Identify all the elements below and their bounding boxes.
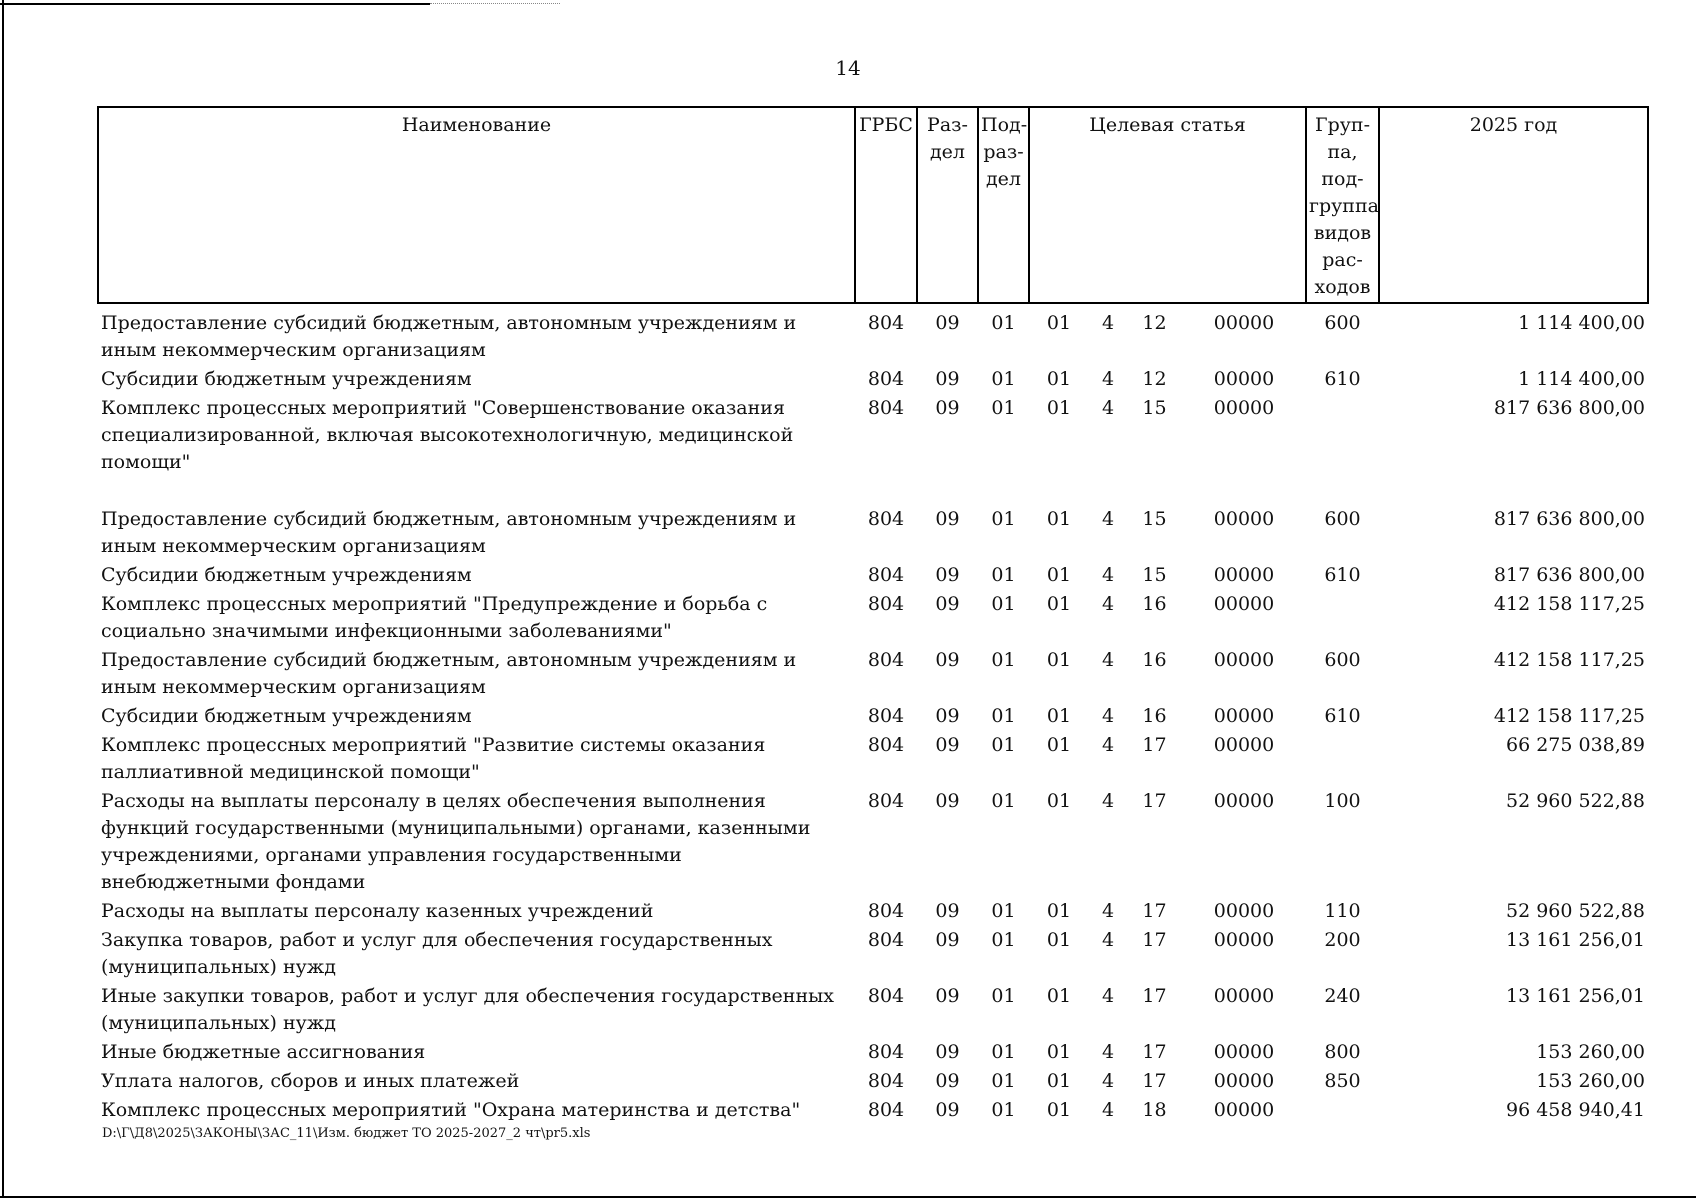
cell-target-complex: 12: [1142, 368, 1167, 390]
cell-podrazdel: 01: [991, 734, 1016, 756]
cell-expense-group: 600: [1324, 312, 1361, 334]
cell-target-direction: 00000: [1213, 1041, 1275, 1063]
cell-target-direction: 00000: [1213, 985, 1275, 1007]
cell-name: Комплекс процессных мероприятий "Охрана материнства и детства": [101, 1099, 801, 1121]
cell-target-type: 4: [1101, 312, 1115, 334]
header-grbs: ГРБС: [855, 107, 917, 303]
cell-grbs: 804: [867, 649, 905, 671]
table-body: [98, 303, 1648, 1126]
cell-razdel: 09: [935, 929, 960, 951]
table-row: [98, 647, 1648, 703]
table-row: [98, 506, 1648, 562]
cell-grbs: 804: [867, 985, 905, 1007]
cell-target-direction: 00000: [1213, 508, 1275, 530]
cell-expense-group: 610: [1324, 705, 1361, 727]
cell-expense-group: 610: [1324, 564, 1361, 586]
cell-target-complex: 12: [1142, 312, 1167, 334]
cell-podrazdel: 01: [991, 1041, 1016, 1063]
cell-target-direction: 00000: [1213, 929, 1275, 951]
cell-expense-group: [1306, 395, 1379, 506]
cell-target-complex: 17: [1142, 985, 1167, 1007]
cell-expense-group: [1306, 1097, 1379, 1126]
cell-name: Субсидии бюджетным учреждениям: [101, 368, 472, 390]
cell-razdel: 09: [935, 508, 960, 530]
cell-amount: 1 114 400,00: [1518, 368, 1645, 390]
cell-podrazdel: 01: [991, 508, 1016, 530]
cell-grbs: 804: [867, 564, 905, 586]
cell-target-type: 4: [1101, 1099, 1115, 1121]
cell-expense-group: 600: [1324, 649, 1361, 671]
cell-target-complex: 18: [1142, 1099, 1167, 1121]
header-name: Наименование: [98, 107, 855, 303]
cell-razdel: 09: [935, 564, 960, 586]
table-row: [98, 732, 1648, 788]
cell-razdel: 09: [935, 649, 960, 671]
cell-razdel: 09: [935, 312, 960, 334]
header-razdel: [917, 107, 978, 303]
cell-amount: 13 161 256,01: [1505, 985, 1645, 1007]
cell-target-complex: 16: [1142, 649, 1167, 671]
cell-expense-group: 610: [1324, 368, 1361, 390]
header-razdel-text: Раз- дел: [927, 114, 968, 163]
budget-table-wrapper: [97, 106, 1647, 1126]
cell-target-complex: 17: [1142, 1070, 1167, 1092]
cell-target-program: 01: [1046, 734, 1072, 756]
cell-target-type: 4: [1101, 397, 1115, 419]
budget-table: [97, 106, 1649, 1126]
cell-amount: 153 260,00: [1536, 1041, 1645, 1063]
cell-amount: 153 260,00: [1536, 1070, 1645, 1092]
cell-amount: 52 960 522,88: [1505, 900, 1645, 922]
cell-amount: 1 114 400,00: [1518, 312, 1645, 334]
cell-target-program: 01: [1046, 649, 1072, 671]
table-row: [98, 366, 1648, 395]
cell-target-complex: 17: [1142, 900, 1167, 922]
cell-target-type: 4: [1101, 564, 1115, 586]
cell-name: Закупка товаров, работ и услуг для обеспечения государственных (муниципальных) нужд: [101, 929, 773, 978]
cell-amount: 817 636 800,00: [1493, 564, 1645, 586]
cell-target-complex: 16: [1142, 705, 1167, 727]
table-row: [98, 1039, 1648, 1068]
cell-amount: 66 275 038,89: [1505, 734, 1645, 756]
cell-target-direction: 00000: [1213, 790, 1275, 812]
cell-amount: 412 158 117,25: [1493, 705, 1645, 727]
cell-target-direction: 00000: [1213, 1099, 1275, 1121]
table-row: [98, 1068, 1648, 1097]
cell-target-direction: 00000: [1213, 705, 1275, 727]
cell-razdel: 09: [935, 790, 960, 812]
table-row: [98, 395, 1648, 506]
cell-target-program: 01: [1046, 312, 1072, 334]
cell-target-type: 4: [1101, 929, 1115, 951]
cell-target-complex: 15: [1142, 508, 1167, 530]
cell-name: Расходы на выплаты персоналу в целях обеспечения выполнения функций государственными (муниципальными) органами, казенными учреждениями, органами управления государственными внебюджетными фондами: [101, 790, 811, 893]
cell-grbs: 804: [867, 368, 905, 390]
cell-podrazdel: 01: [991, 1070, 1016, 1092]
cell-razdel: 09: [935, 1099, 960, 1121]
cell-target-program: 01: [1046, 368, 1072, 390]
cell-target-direction: 00000: [1213, 564, 1275, 586]
cell-grbs: 804: [867, 508, 905, 530]
page-frame-top: [0, 0, 430, 5]
cell-name: Комплекс процессных мероприятий "Предупреждение и борьба с социально значимыми инфекционными заболеваниями": [101, 593, 768, 642]
cell-target-type: 4: [1101, 593, 1115, 615]
cell-target-complex: 15: [1142, 564, 1167, 586]
cell-target-program: 01: [1046, 985, 1072, 1007]
cell-amount: 412 158 117,25: [1493, 593, 1645, 615]
cell-target-direction: 00000: [1213, 1070, 1275, 1092]
cell-amount: 412 158 117,25: [1493, 649, 1645, 671]
table-row: [98, 562, 1648, 591]
cell-amount: 96 458 940,41: [1505, 1099, 1645, 1121]
cell-grbs: 804: [867, 397, 905, 419]
cell-target-complex: 16: [1142, 593, 1167, 615]
cell-grbs: 804: [867, 734, 905, 756]
cell-name: Предоставление субсидий бюджетным, автономным учреждениям и иным некоммерческим организациям: [101, 312, 797, 361]
cell-expense-group: 800: [1324, 1041, 1361, 1063]
cell-target-program: 01: [1046, 1099, 1072, 1121]
header-podrazdel-text: Под- раз- дел: [981, 114, 1028, 190]
table-row: [98, 898, 1648, 927]
cell-expense-group: 600: [1324, 508, 1361, 530]
cell-target-direction: 00000: [1213, 649, 1275, 671]
cell-name: Субсидии бюджетным учреждениям: [101, 705, 472, 727]
table-row: [98, 927, 1648, 983]
cell-expense-group: 200: [1324, 929, 1361, 951]
cell-razdel: 09: [935, 734, 960, 756]
cell-name: Комплекс процессных мероприятий "Совершенствование оказания специализированной, включая высокотехнологичную, медицинской помощи": [101, 397, 794, 473]
cell-podrazdel: 01: [991, 397, 1016, 419]
cell-name: Иные закупки товаров, работ и услуг для обеспечения государственных (муниципальных) нужд: [101, 985, 834, 1034]
cell-razdel: 09: [935, 985, 960, 1007]
cell-target-program: 01: [1046, 790, 1072, 812]
cell-podrazdel: 01: [991, 790, 1016, 812]
cell-name: Предоставление субсидий бюджетным, автономным учреждениям и иным некоммерческим организациям: [101, 508, 797, 557]
table-row: [98, 788, 1648, 898]
table-row: [98, 303, 1648, 366]
cell-target-type: 4: [1101, 1070, 1115, 1092]
table-header-row: [98, 107, 1648, 303]
cell-target-program: 01: [1046, 705, 1072, 727]
cell-razdel: 09: [935, 1041, 960, 1063]
cell-target-direction: 00000: [1213, 312, 1275, 334]
cell-target-program: 01: [1046, 1070, 1072, 1092]
cell-grbs: 804: [867, 1099, 905, 1121]
cell-target-type: 4: [1101, 705, 1115, 727]
cell-grbs: 804: [867, 593, 905, 615]
cell-target-complex: 17: [1142, 1041, 1167, 1063]
cell-razdel: 09: [935, 705, 960, 727]
cell-target-type: 4: [1101, 1041, 1115, 1063]
header-gruppa-text: Груп- па, под- группа видов рас- ходов: [1309, 114, 1379, 298]
cell-target-direction: 00000: [1213, 900, 1275, 922]
cell-razdel: 09: [935, 1070, 960, 1092]
cell-razdel: 09: [935, 397, 960, 419]
cell-name: Субсидии бюджетным учреждениям: [101, 564, 472, 586]
cell-target-program: 01: [1046, 508, 1072, 530]
table-row: [98, 703, 1648, 732]
cell-razdel: 09: [935, 368, 960, 390]
cell-expense-group: [1306, 591, 1379, 647]
page-frame-bottom: [0, 1196, 1696, 1198]
cell-amount: 52 960 522,88: [1505, 790, 1645, 812]
cell-target-program: 01: [1046, 564, 1072, 586]
cell-podrazdel: 01: [991, 368, 1016, 390]
page-number: 14: [835, 56, 861, 80]
cell-target-complex: 17: [1142, 790, 1167, 812]
cell-expense-group: 100: [1324, 790, 1361, 812]
cell-podrazdel: 01: [991, 312, 1016, 334]
cell-target-program: 01: [1046, 900, 1072, 922]
cell-expense-group: 240: [1324, 985, 1361, 1007]
table-row: [98, 591, 1648, 647]
cell-target-complex: 15: [1142, 397, 1167, 419]
cell-grbs: 804: [867, 705, 905, 727]
cell-target-complex: 17: [1142, 929, 1167, 951]
page-frame-left: [2, 0, 4, 1198]
cell-target-type: 4: [1101, 508, 1115, 530]
header-podrazdel: [978, 107, 1029, 303]
cell-grbs: 804: [867, 312, 905, 334]
header-celevaya-statya: Целевая статья: [1029, 107, 1306, 303]
cell-target-type: 4: [1101, 985, 1115, 1007]
cell-podrazdel: 01: [991, 985, 1016, 1007]
cell-grbs: 804: [867, 790, 905, 812]
cell-amount: 817 636 800,00: [1493, 508, 1645, 530]
cell-grbs: 804: [867, 1041, 905, 1063]
cell-target-direction: 00000: [1213, 734, 1275, 756]
cell-target-type: 4: [1101, 900, 1115, 922]
cell-name: Расходы на выплаты персоналу казенных учреждений: [101, 900, 654, 922]
cell-amount: 817 636 800,00: [1493, 397, 1645, 419]
cell-expense-group: 850: [1324, 1070, 1361, 1092]
cell-razdel: 09: [935, 593, 960, 615]
header-year: 2025 год: [1379, 107, 1648, 303]
cell-target-type: 4: [1101, 790, 1115, 812]
cell-name: Комплекс процессных мероприятий "Развитие системы оказания паллиативной медицинской помощи": [101, 734, 766, 783]
cell-target-complex: 17: [1142, 734, 1167, 756]
table-row: [98, 1097, 1648, 1126]
cell-target-program: 01: [1046, 397, 1072, 419]
cell-target-direction: 00000: [1213, 593, 1275, 615]
cell-name: Уплата налогов, сборов и иных платежей: [101, 1070, 520, 1092]
cell-target-direction: 00000: [1213, 368, 1275, 390]
cell-target-type: 4: [1101, 368, 1115, 390]
cell-podrazdel: 01: [991, 649, 1016, 671]
page-frame-top-dotted: [430, 0, 560, 4]
table-row: [98, 983, 1648, 1039]
cell-podrazdel: 01: [991, 900, 1016, 922]
cell-razdel: 09: [935, 900, 960, 922]
footer-file-path: D:\Г\Д8\2025\ЗАКОНЫ\ЗАС_11\Изм. бюджет ТО 2025-2027_2 чт\pr5.xls: [102, 1126, 591, 1141]
cell-name: Иные бюджетные ассигнования: [101, 1041, 426, 1063]
cell-grbs: 804: [867, 1070, 905, 1092]
cell-target-program: 01: [1046, 1041, 1072, 1063]
cell-amount: 13 161 256,01: [1505, 929, 1645, 951]
cell-target-type: 4: [1101, 734, 1115, 756]
cell-podrazdel: 01: [991, 1099, 1016, 1121]
header-gruppa: [1306, 107, 1379, 303]
cell-grbs: 804: [867, 900, 905, 922]
cell-grbs: 804: [867, 929, 905, 951]
cell-expense-group: [1306, 732, 1379, 788]
cell-target-program: 01: [1046, 929, 1072, 951]
cell-expense-group: 110: [1324, 900, 1361, 922]
cell-target-program: 01: [1046, 593, 1072, 615]
cell-podrazdel: 01: [991, 564, 1016, 586]
cell-target-type: 4: [1101, 649, 1115, 671]
cell-target-direction: 00000: [1213, 397, 1275, 419]
cell-podrazdel: 01: [991, 929, 1016, 951]
cell-podrazdel: 01: [991, 593, 1016, 615]
cell-podrazdel: 01: [991, 705, 1016, 727]
cell-name: Предоставление субсидий бюджетным, автономным учреждениям и иным некоммерческим организациям: [101, 649, 797, 698]
